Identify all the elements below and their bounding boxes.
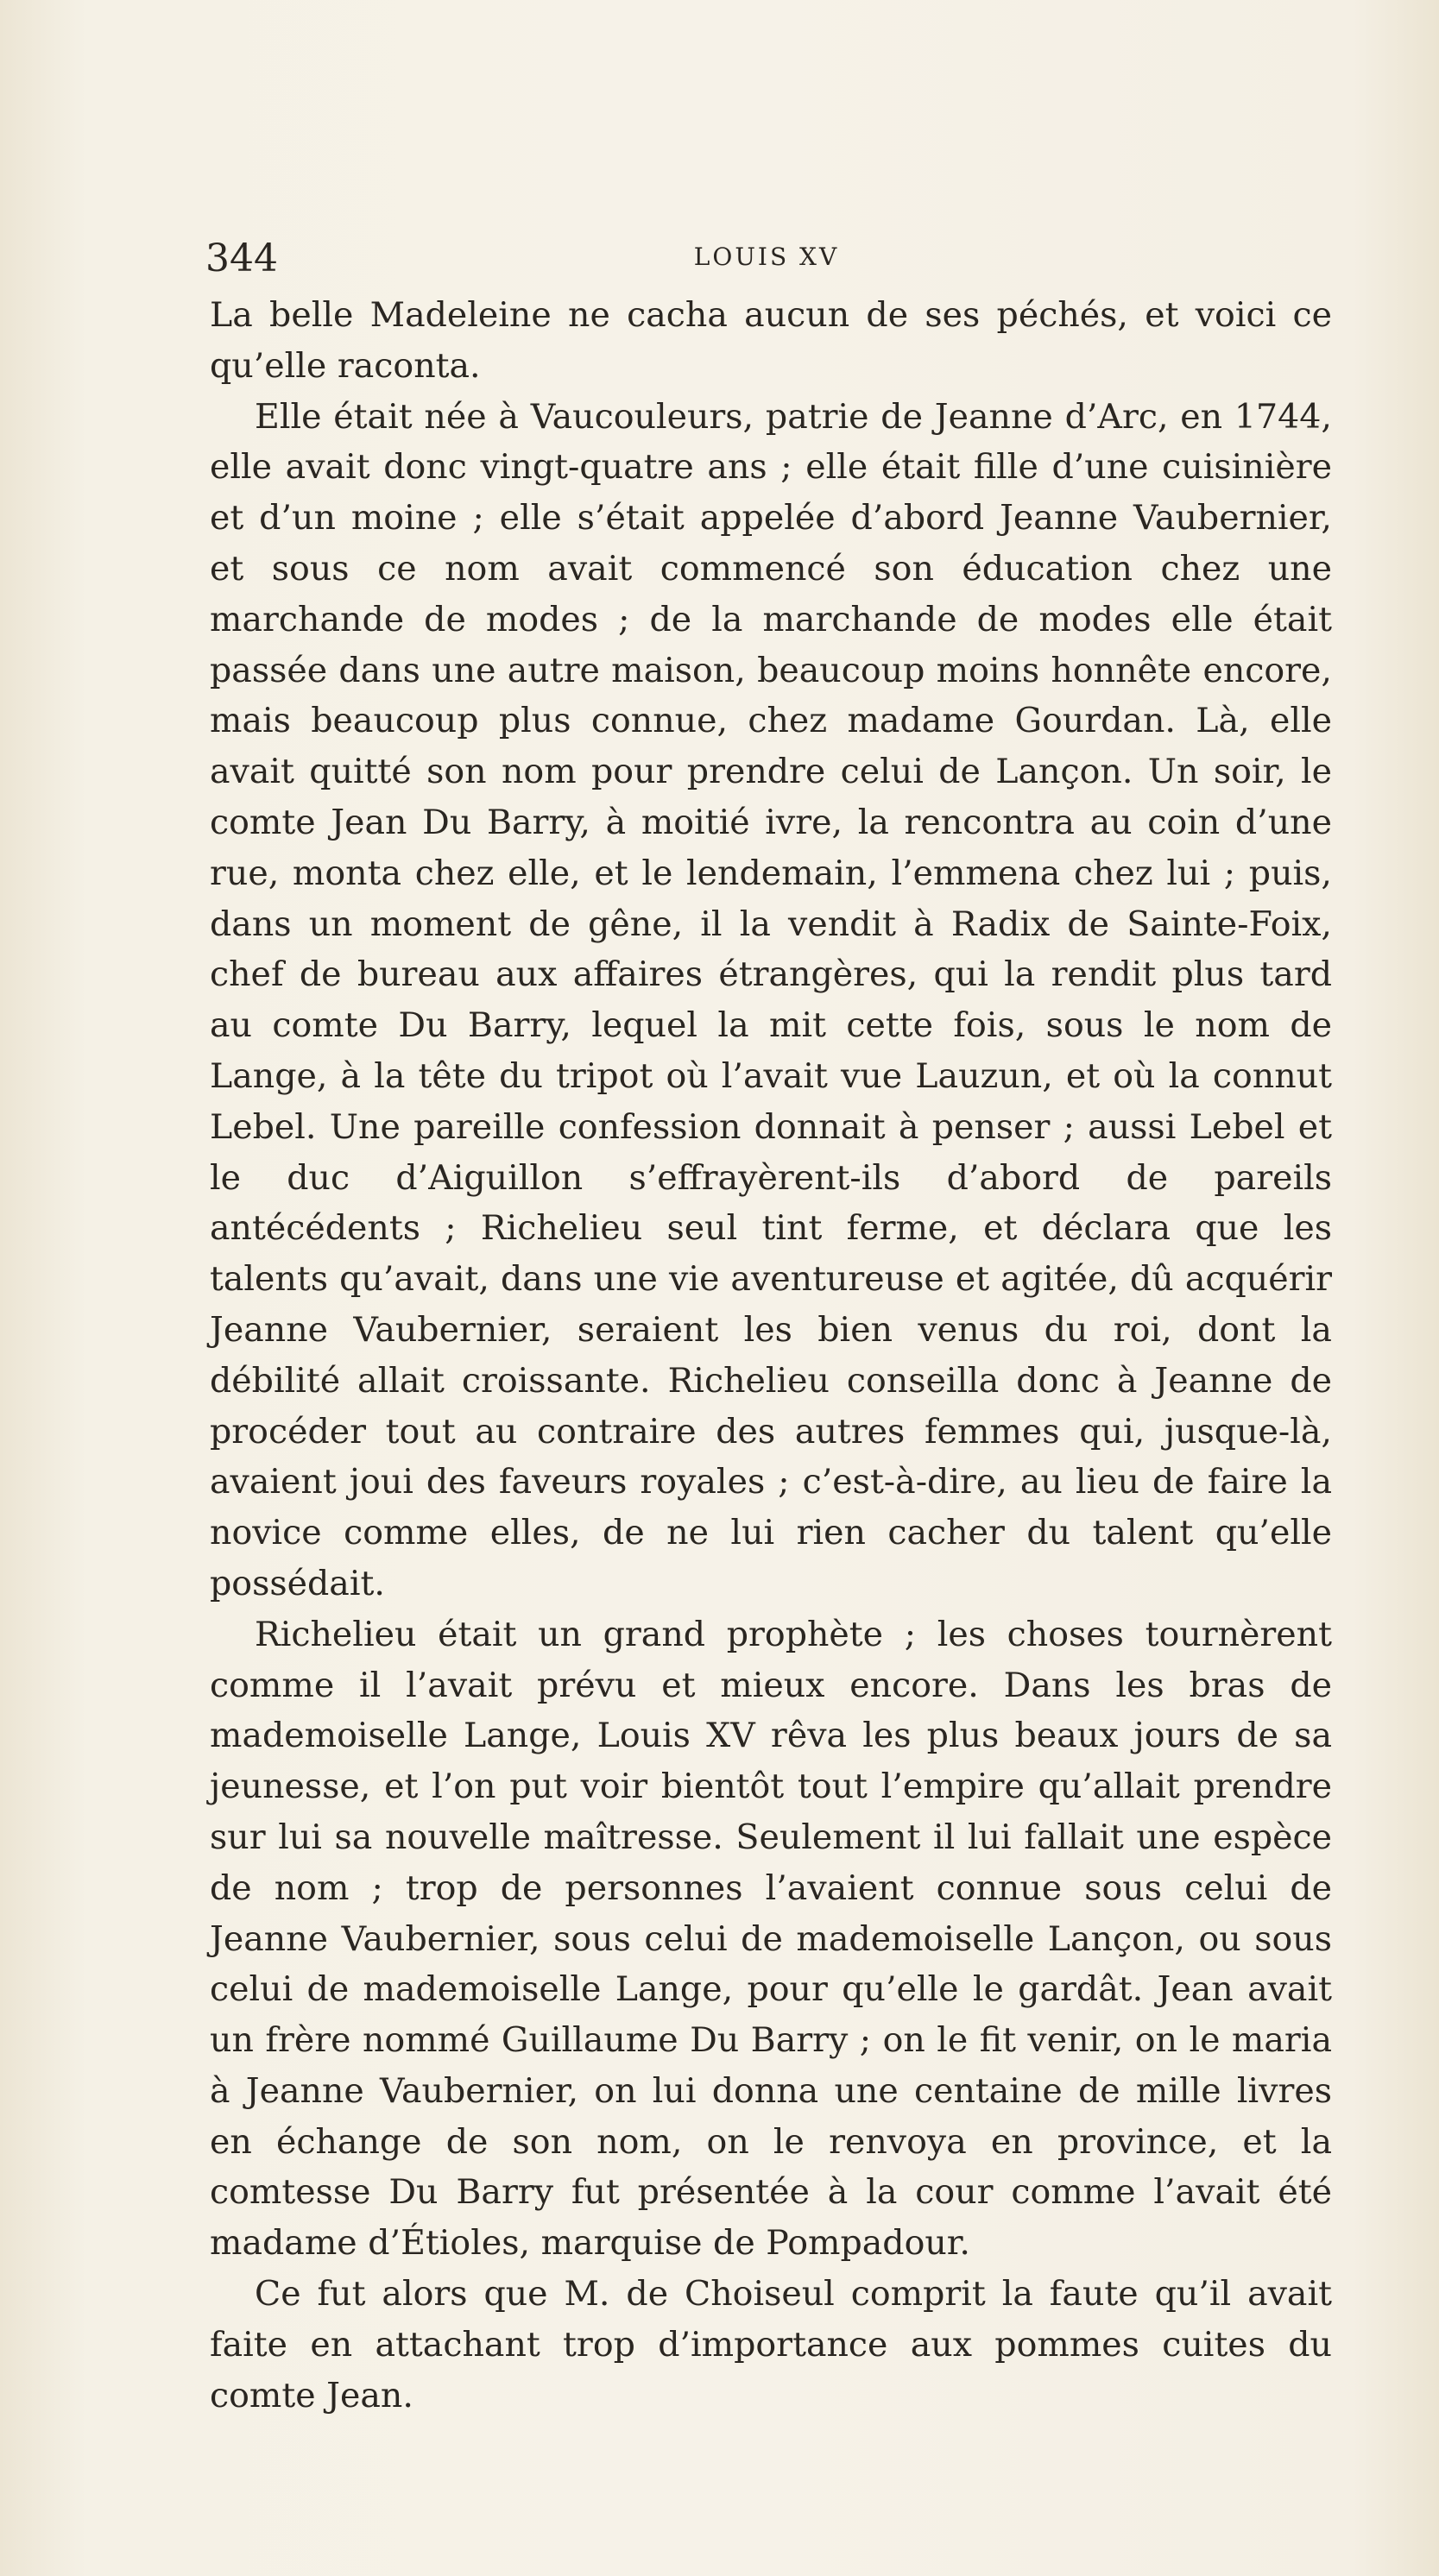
running-title: LOUIS XV — [693, 242, 840, 271]
paragraph-3: Richelieu était un grand prophète ; les choses tournèrent comme il l’avait prévu et mieux encore. Dans les bras de mademoiselle Lange, Louis XV rêva les plus beaux jours de sa jeunesse, et l’on put voir bientôt tout l’empire qu’allait prendre sur lui sa nouvelle maîtresse. Seulement il lui fallait une espèce de nom ; trop de personnes l’avaient connue sous celui de Jeanne Vaubernier, sous celui de mademoiselle Lançon, ou sous celui de mademoiselle Lange, pour qu’elle le gardât. Jean avait un frère nommé Guillaume Du Barry ; on le fit venir, on le maria à Jeanne Vaubernier, on lui donna une centaine de mille livres en échange de son nom, on le renvoya en province, et la comtesse Du Barry fut présentée à la cour comme l’avait été madame d’Étioles, marquise de Pompadour. — [210, 1614, 1332, 2264]
paragraph-1: La belle Madeleine ne cacha aucun de ses péchés, et voici ce qu’elle raconta. — [210, 295, 1332, 386]
body-text — [210, 290, 1332, 2421]
paragraph-4: Ce fut alors que M. de Choiseul comprit la faute qu’il avait faite en attachant trop d’importance aux pommes cuites du comte Jean. — [210, 2274, 1332, 2415]
page-header — [205, 233, 1328, 285]
page-number: 344 — [205, 236, 278, 280]
paragraph-2: Elle était née à Vaucouleurs, patrie de Jeanne d’Arc, en 1744, elle avait donc vingt-quatre ans ; elle était fille d’une cuisinière et d’un moine ; elle s’était appelée d’abord Jeanne Vaubernier, et sous ce nom avait commencé son éducation chez une marchande de modes ; de la marchande de modes elle était passée dans une autre maison, beaucoup moins honnête encore, mais beaucoup plus connue, chez madame Gourdan. Là, elle avait quitté son nom pour prendre celui de Lançon. Un soir, le comte Jean Du Barry, à moitié ivre, la rencontra au coin d’une rue, monta chez elle, et le lendemain, l’emmena chez lui ; puis, dans un moment de gêne, il la vendit à Radix de Sainte-Foix, chef de bureau aux affaires étrangères, qui la rendit plus tard au comte Du Barry, lequel la mit cette fois, sous le nom de Lange, à la tête du tripot où l’avait vue Lauzun, et où la connut Lebel. Une pareille confession donnait à penser ; aussi Lebel et le duc d’Aiguillon s’effrayèrent-ils d’abord de pareils antécédents ; Richelieu seul tint ferme, et déclara que les talents qu’avait, dans une vie aventureuse et agitée, dû acquérir Jeanne Vaubernier, seraient les bien venus du roi, dont la débilité allait croissante. Richelieu conseilla donc à Jeanne de procéder tout au contraire des autres femmes qui, jusque-là, avaient joui des faveurs royales ; c’est-à-dire, au lieu de faire la novice comme elles, de ne lui rien cacher du talent qu’elle possédait. — [210, 396, 1332, 1603]
